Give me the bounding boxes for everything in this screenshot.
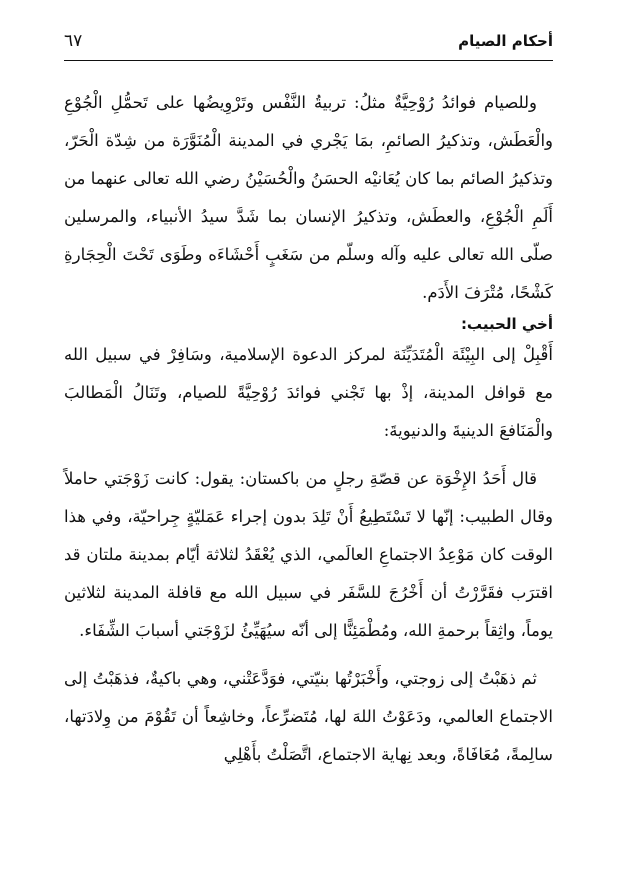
paragraph-gap [64,650,553,660]
paragraph-invitation: أَقْبِلْ إلى البِيْئَة الْمُتَدَيِّنَة لمركز الدعوة الإسلامية، وسَافِرْ في سبيل الله مع قوافل المدينة، إذْ بها تَجْني فوائدَ رُوْحِيَّةً للصيام، وتَنَالُ الْمَطالبَ والْمَنَافعَ الدينيةَ والدنيويةَ: [64,345,553,440]
page-number: ٦٧ [64,31,83,51]
section-heading: أخي الحبيب: [460,315,553,333]
paragraph-fasting-benefits: وللصيام فوائدُ رُوْحِيَّةٌ مثلُ: تربيةُ النَّفْس وتَرْوِيضُها على تَحمُّلِ الْجُوْعِ والْعَطَش، وتذكيرُ الصائمِ، بمَا يَجْري في المدينة الْمُنَوَّرَة من شِدّة الْحَرّ، وتذكيرُ الصائم بما كان يُعَانيْه الحسَنُ والْحُسَيْنُ رضي الله تعالى عنهما من أَلَمِ الْجُوْعِ، والعطَش، وتذكيرُ الإنسان بما شَدَّ سيدُ الأنبياء، والمرسلين صلّى الله تعالى عليه وآله وسلّم من سَغَبٍ أَحْشَاءَه وطَوَى تَحْتَ الْحِجَارةِ كَشْحًا، مُتْرَفَ الأَدَم. [64,93,553,302]
page-header [64,30,553,54]
paragraph-continuation: ثم ذهَبْتُ إلى زوجتي، وأَخْبَرْتُها بنيّتي، فوَدَّعَتْني، وهي باكيةٌ، فذهَبْتُ إلى الاجتماع العالمي، ودَعَوْتُ اللهَ لها، مُتَضرِّعاً، وخاشِعاً أن تَقُوْمَ من وِلادَتها، سالِمةً، مُعَافَاةً، وبعد نِهاية الاجتماع، اتَّصَلْتُ بأَهْلِي [64,669,553,764]
body-text [64,84,553,774]
paragraph-story: قال أَحَدُ الإِخْوَة عن قصّةِ رجلٍ من باكستان: يقول: كانت زَوْجَتي حاملاً وقال الطبيب: إنّها لا تَسْتَطِيعُ أَنْ تَلِدَ بدون إجراء عَمَليّةٍ جِراحيّة، وفي هذا الوقت كان مَوْعِدُ الاجتماعِ العالَمي، الذي يُعْقَدُ لثلاثة أيّام بمدينة ملتان قد اقترَب فقَرَّرْتُ أن أَخْرُجَ للسَّفَر في سبيل الله مع قافلة المدينة لثلاثين يوماً، واثِقاً برحمةِ الله، ومُطْمَئِنًّا إلى أنّه سيُهَيِّئُ لزَوْجَتي أسبابَ الشِّفَاء. [64,469,553,640]
header-rule [64,60,553,61]
paragraph-gap [64,450,553,460]
running-title: أحكام الصيام [458,32,553,50]
